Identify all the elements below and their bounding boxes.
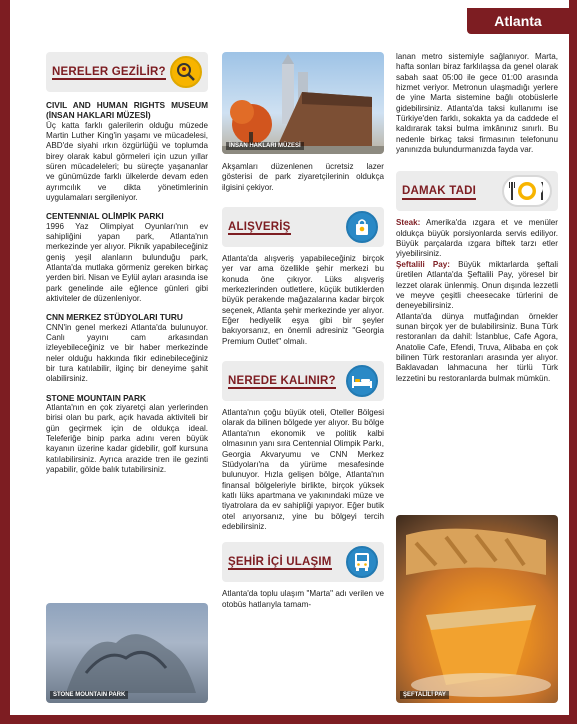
stone-mountain-title: STONE MOUNTAIN PARK bbox=[46, 392, 147, 403]
section-header-damak bbox=[396, 171, 558, 211]
city-tab: Atlanta bbox=[467, 8, 569, 34]
cnn-text: CNN'in genel merkezi Atlanta'da bulunuyor. Canlı yayını cam arkasından izleyebileceğiniz ve bir haber merkezinde neler olduğu hakkında fikir edinebileceğiniz bir tura katılabilir, ilginç bir deneyime şahit olabilirsiniz. bbox=[46, 322, 208, 384]
section-header-kalinir bbox=[222, 361, 384, 401]
cnn-title: CNN MERKEZ STÜDYOLARI TURU bbox=[46, 312, 183, 323]
alisveris-text: Atlanta'da alışveriş yapabileceğiniz birçok yer var ama özellikle şehir merkezi bu konuda öne çıkıyor. Lüks alışveriş merkezlerinden outletlere, küçük butiklerden büyük perakende mağazalarına kadar birçok seçenek, Atlanta şehir merkezinde yer alıyor. Eğer hediyelik eşya gibi bir şeyler bakıyorsanız, en önemli adresiniz "Georgia Premium Outlet" olmalı. bbox=[222, 254, 384, 346]
column-middle bbox=[222, 162, 384, 610]
section-title: ŞEHİR İÇİ ULAŞIM bbox=[228, 556, 332, 569]
pay-text bbox=[396, 260, 558, 312]
page-frame-left bbox=[0, 0, 10, 724]
section-title: ALIŞVERİŞ bbox=[228, 220, 291, 233]
bed-icon bbox=[346, 365, 378, 397]
civil-museum-text: Üç katta farklı galerilerin olduğu müzede Martin Luther King'in yaşamı ve mücadelesi, ABD'de siyahi ırkın özgürlüğü ve toplumda birey olarak kabul görmeleri için uzun yıllar süren mücadeleleri; bu süreçte yaşananlar ve günümüzde farklı ülkelerde devam eden ayrımcılık ve dikta yönetimlerinin uygulamaları sergileniyor. bbox=[46, 120, 208, 202]
kalinir-text: Atlanta'nın çoğu büyük oteli, Oteller Bölgesi olarak da bilinen bölgede yer alıyor. Bu bölge Atlanta'nın ekonomik ve politik kalbi olmasının yanı sıra Centennial Olimpik Parkı, Georgia Akvaryumu ve CNN Merkez Stüdyoları'na da yürüme mesafesinde bulunuyor. Hızla gelişen bölge, Atlanta'nın finansal bölgeleriyle birlikte, birçok yüksek katlı lüks apartmana ve yakınındaki müze ve tiyatrolara da ev sahipliği yapıyor. Eğer butik otel arıyorsanız, yine bu bölgeyi tercih edebilirsiniz. bbox=[222, 408, 384, 531]
olympic-park-title: CENTENNIAL OLİMPİK PARKI bbox=[46, 211, 164, 222]
steak-label: Steak: bbox=[396, 218, 421, 228]
section-header-nereler bbox=[46, 52, 208, 92]
museum-caption: İNSAN HAKLARI MÜZESİ bbox=[226, 142, 304, 150]
ulasim-text: Atlanta'da toplu ulaşım "Marta" adı verilen ve otobüs hatlarıyla tamam- bbox=[222, 589, 384, 609]
section-header-alisveris bbox=[222, 207, 384, 247]
fork-plate-knife-icon bbox=[502, 175, 552, 207]
marta-text: lanan metro sistemiyle sağlanıyor. Marta, hafta sonları biraz farklılaşsa da genel olarak sabah saat 05:00 ile gece 01:00 arasında hizmet veriyor. Metronun ulaşmadığı yerlere de yine Marta sistemine bağlı otobüslerle gidebilirsiniz. Atlanta'da taksi kullanımı ise Türkiye'den farklı, sokakta ya da caddede el kaldırarak taksi bulma imkânınız sınırlı. Bu nedenle birkaç taksi firmasının telefonunu yanınızda bulundurmanızda fayda var. bbox=[396, 52, 558, 155]
section-title: DAMAK TADI bbox=[402, 185, 476, 198]
column-right bbox=[396, 52, 558, 384]
stone-mountain-text: Atlanta'nın en çok ziyaretçi alan yerlerinden birisi olan bu park, açık havada aktiviteli bir gün geçirmek için de oldukça ideal. Teleferiğe binip parka adını veren büyük kayanın üzerine kadar gidebilir, golf kursuna katılabilirsiniz. Ayrıca arazide tren ile gezinti yapabilir, gölde balık tutabilirsiniz. bbox=[46, 403, 208, 475]
shopping-bag-icon bbox=[346, 211, 378, 243]
museum-photo bbox=[222, 52, 384, 154]
page-frame-right bbox=[569, 0, 577, 724]
bus-icon bbox=[346, 546, 378, 578]
laser-show-text: Akşamları düzenlenen ücretsiz lazer gösterisi de park ziyaretçilerinin oldukça ilgisini çekiyor. bbox=[222, 162, 384, 192]
world-cuisine-text: Atlanta'da dünya mutfağından örnekler sunan birçok yer de bulabilirsiniz. Buna Türk restoranları da dahil: İstanbluє, Cafe Agora, Anatolie Cafe, Efendi, Truva, Alibaba en çok bilinen Türk restoranları arasında yer alıyor. Baklavadan lahmacuna her türlü Türk lezzetini bu restoranlarda bulmak mümkün. bbox=[396, 311, 558, 383]
steak-text bbox=[396, 218, 558, 259]
section-title: NERELER GEZİLİR? bbox=[52, 65, 166, 78]
map-search-icon bbox=[170, 56, 202, 88]
stone-mountain-photo bbox=[46, 603, 208, 703]
steak-desc: Amerika'da ızgara et ve menüler oldukça büyük porsiyonlarda servis ediliyor. Büyük parçalarda ızgara biftek tarzı etler yiyebilirsiniz. bbox=[396, 218, 558, 259]
peach-pie-caption: ŞEFTALİLİ PAY bbox=[400, 691, 449, 699]
section-header-ulasim bbox=[222, 542, 384, 582]
civil-museum-title: CIVIL AND HUMAN RIGHTS MUSEUM (İNSAN HAKLARI MÜZESİ) bbox=[46, 100, 208, 121]
peach-pie-photo bbox=[396, 515, 558, 703]
olympic-park-text: 1996 Yaz Olimpiyat Oyunları'nın ev sahipliğini yapan park, Atlanta'nın merkezinde yer alıyor. Piknik yapabileceğiniz geniş yeşil alanların bulunduğu park, Atlanta'da mutlaka görmeniz gereken birkaç yerden biri. Nisan ve Eylül ayları arasında ise park genelinde aile eğlence günleri gibi aktiviteler de düzenleniyor. bbox=[46, 221, 208, 304]
page-frame-bottom bbox=[0, 715, 577, 724]
stone-mountain-caption: STONE MOUNTAIN PARK bbox=[50, 691, 128, 699]
pay-label: Şeftalili Pay: bbox=[396, 259, 450, 269]
section-title: NEREDE KALINIR? bbox=[228, 374, 336, 387]
column-left bbox=[46, 0, 208, 475]
pay-desc: Büyük miktarlarda şeftali üretilen Atlanta'da Şeftalili Pay, yöresel bir lezzet olarak ünlenmiş. Onun dışında lezzetli ve meyve çeşitli cheesecake türlerini de deneyebilirsiniz. bbox=[396, 259, 558, 311]
